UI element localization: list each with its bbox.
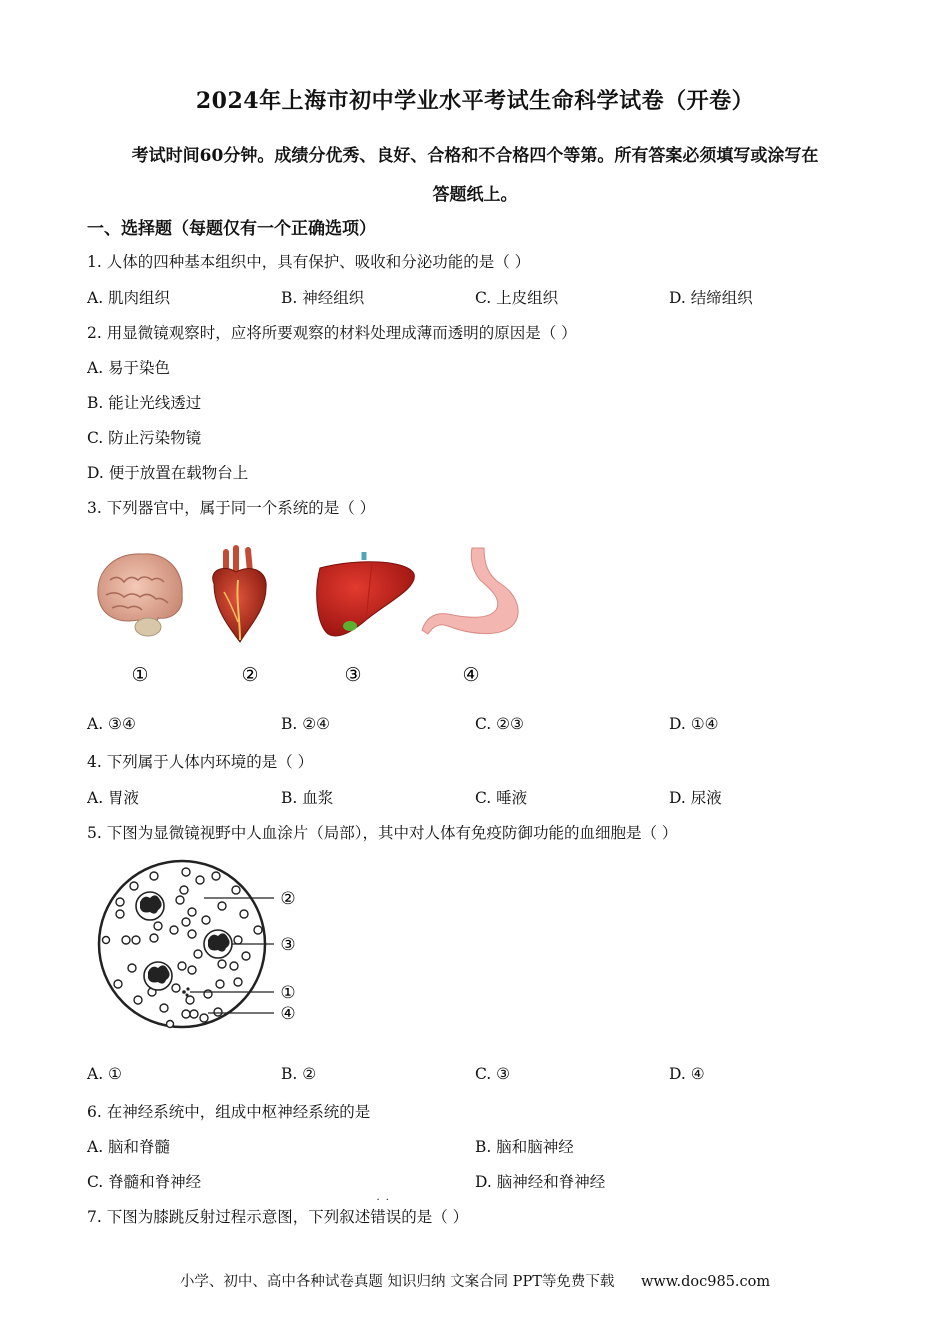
footer-url[interactable]: www.doc985.com xyxy=(640,1274,771,1290)
q3-option-c: C. ②③ xyxy=(475,715,524,733)
q2-option-c: C. 防止污染物镜 xyxy=(87,429,202,447)
q4-option-b: B. 血浆 xyxy=(281,789,334,807)
organ-label-1: ① xyxy=(131,664,149,686)
cell-label-2: ② xyxy=(280,889,296,909)
organ-label-4: ④ xyxy=(462,664,480,686)
q1-option-a: A. 肌肉组织 xyxy=(87,289,171,307)
q4-option-a: A. 胃液 xyxy=(87,789,140,807)
cell-label-3: ③ xyxy=(280,935,296,955)
q4-option-c: C. 唾液 xyxy=(475,789,528,807)
exam-notice-line-1: 考试时间60分钟。成绩分优秀、良好、合格和不合格四个等第。所有答案必须填写或涂写在 xyxy=(131,146,819,166)
question-4-stem: 4. 下列属于人体内环境的是（ ） xyxy=(87,753,314,771)
footer-text: 小学、初中、高中各种试卷真题 知识归纳 文案合同 PPT等免费下载 xyxy=(179,1274,615,1290)
brain-image xyxy=(98,554,182,636)
q7-stem-after: 的是（ ） xyxy=(401,1208,469,1226)
section-heading: 一、选择题（每题仅有一个正确选项） xyxy=(87,219,376,239)
cell-label-4: ④ xyxy=(280,1004,296,1024)
question-5-stem: 5. 下图为显微镜视野中人血涂片（局部），其中对人体有免疫防御功能的血细胞是（ ） xyxy=(87,824,678,842)
heart-image xyxy=(213,548,266,642)
q1-option-b: B. 神经组织 xyxy=(281,289,365,307)
q7-stem-before: 7. 下图为膝跳反射过程示意图，下列叙述 xyxy=(87,1208,371,1226)
blood-smear-figure xyxy=(96,858,311,1033)
q6-option-c: C. 脊髓和脊神经 xyxy=(87,1173,202,1191)
q6-option-a: A. 脑和脊髓 xyxy=(87,1138,171,1156)
cell-label-1: ① xyxy=(280,983,296,1003)
liver-image xyxy=(317,552,415,636)
q2-option-a: A. 易于染色 xyxy=(87,359,171,377)
q7-emphasis xyxy=(370,1195,402,1227)
stomach-image xyxy=(422,548,518,634)
exam-notice-line-2: 答题纸上。 xyxy=(432,185,518,205)
question-6-stem: 6. 在神经系统中，组成中枢神经系统的是 xyxy=(87,1103,371,1121)
q3-option-a: A. ③④ xyxy=(87,715,136,733)
question-1-stem: 1. 人体的四种基本组织中，具有保护、吸收和分泌功能的是（ ） xyxy=(87,253,531,271)
question-7-stem xyxy=(87,1195,469,1227)
q5-option-a: A. ① xyxy=(87,1065,122,1083)
organs-figure xyxy=(88,540,538,690)
q2-option-b: B. 能让光线透过 xyxy=(87,394,202,412)
organ-label-2: ② xyxy=(241,664,259,686)
q5-option-d: D. ④ xyxy=(669,1065,705,1083)
q6-option-d: D. 脑神经和脊神经 xyxy=(475,1173,606,1191)
organ-label-3: ③ xyxy=(344,664,362,686)
page-footer xyxy=(0,1270,950,1291)
emphasis-dots: ·· xyxy=(376,1195,395,1206)
q5-option-b: B. ② xyxy=(281,1065,317,1083)
q3-option-d: D. ①④ xyxy=(669,715,719,733)
q4-option-d: D. 尿液 xyxy=(669,789,722,807)
q2-option-d: D. 便于放置在载物台上 xyxy=(87,464,249,482)
q5-option-c: C. ③ xyxy=(475,1065,511,1083)
q1-option-c: C. 上皮组织 xyxy=(475,289,559,307)
q1-option-d: D. 结缔组织 xyxy=(669,289,753,307)
question-3-stem: 3. 下列器官中，属于同一个系统的是（ ） xyxy=(87,499,376,517)
q3-option-b: B. ②④ xyxy=(281,715,331,733)
page-title: 2024年上海市初中学业水平考试生命科学试卷（开卷） xyxy=(195,88,755,114)
q6-option-b: B. 脑和脑神经 xyxy=(475,1138,574,1156)
q7-emphasis-text: 错误 xyxy=(370,1208,402,1226)
question-2-stem: 2. 用显微镜观察时，应将所要观察的材料处理成薄而透明的原因是（ ） xyxy=(87,324,577,342)
